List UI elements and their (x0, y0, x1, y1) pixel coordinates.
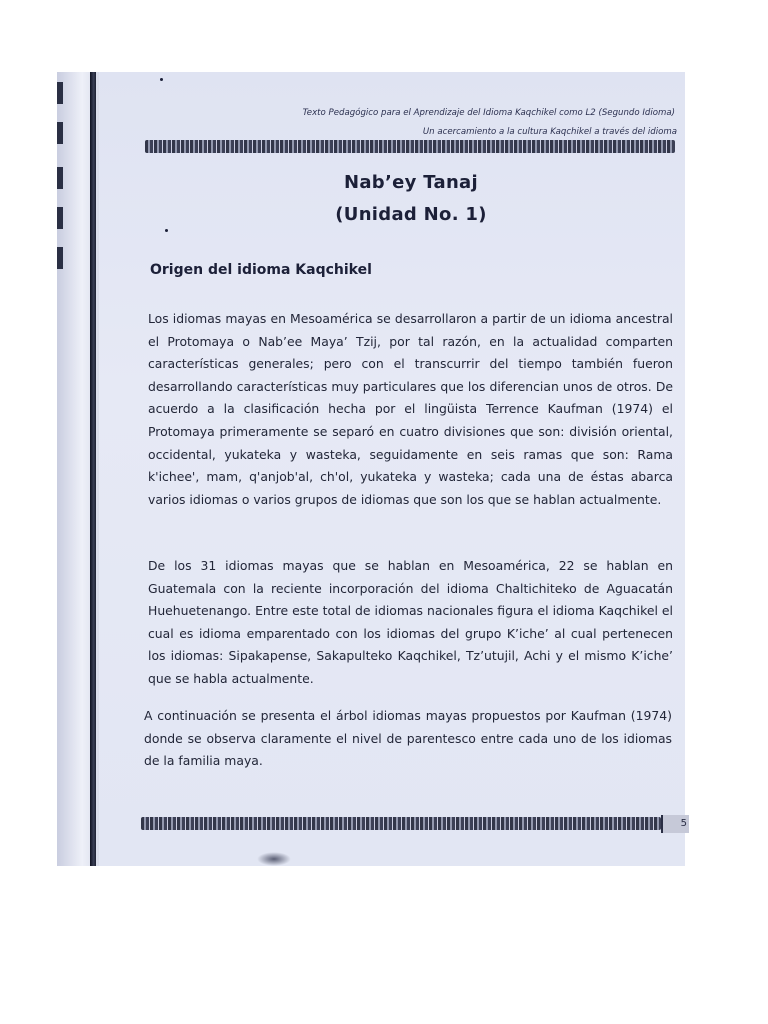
page-number: 5 (661, 815, 689, 833)
paragraph-1: Los idiomas mayas en Mesoamérica se desarrollaron a partir de un idioma ancestral el Protomaya o Nab’ee Maya’ Tzij, por tal razón, en la actualidad comparten características generales; pero con el transcurrir del tiempo también fueron desarrollando características muy particulares que los diferencian unos de otros. De acuerdo a la clasificación hecha por el lingüista Terrence Kaufman (1974) el Protomaya primeramente se separó en cuatro divisiones que son: división oriental, occidental, yukateka y wasteka, seguidamente en seis ramas que son: Rama k'ichee', mam, q'anjob'al, ch'ol, yukateka y wasteka; cada una de éstas abarca varios idiomas o varios grupos de idiomas que son los que se hablan actualmente. (148, 311, 673, 507)
decorative-band-bottom (141, 817, 661, 830)
unit-number: (Unidad No. 1) (335, 204, 487, 225)
edge-mark (57, 167, 63, 189)
smudge-mark (257, 852, 291, 866)
unit-title: Nab’ey Tanaj (344, 172, 478, 193)
binding-shadow (90, 72, 96, 866)
running-header-line-1: Texto Pedagógico para el Aprendizaje del Idioma Kaqchikel como L2 (Segundo Idioma) (302, 108, 675, 118)
running-header-line-2: Un acercamiento a la cultura Kaqchikel a través del idioma (422, 127, 677, 137)
scanned-page (57, 72, 685, 866)
edge-mark (57, 247, 63, 269)
edge-mark (57, 122, 63, 144)
edge-mark (57, 207, 63, 229)
speck (160, 78, 163, 81)
decorative-band-top (145, 140, 675, 153)
edge-mark (57, 82, 63, 104)
paragraph-2: De los 31 idiomas mayas que se hablan en Mesoamérica, 22 se hablan en Guatemala con la reciente incorporación del idioma Chaltichiteko de Aguacatán Huehuetenango. Entre este total de idiomas nacionales figura el idioma Kaqchikel el cual es idioma emparentado con los idiomas del grupo K’iche’ al cual pertenecen los idiomas: Sipakapense, Sakapulteko Kaqchikel, Tz’utujil, Achi y el mismo K’iche’ que se habla actualmente. (148, 558, 673, 686)
paragraph-3: A continuación se presenta el árbol idiomas mayas propuestos por Kaufman (1974) donde se observa claramente el nivel de parentesco entre cada uno de los idiomas de la familia maya. (144, 708, 672, 769)
speck (165, 229, 168, 232)
section-heading: Origen del idioma Kaqchikel (150, 262, 372, 278)
